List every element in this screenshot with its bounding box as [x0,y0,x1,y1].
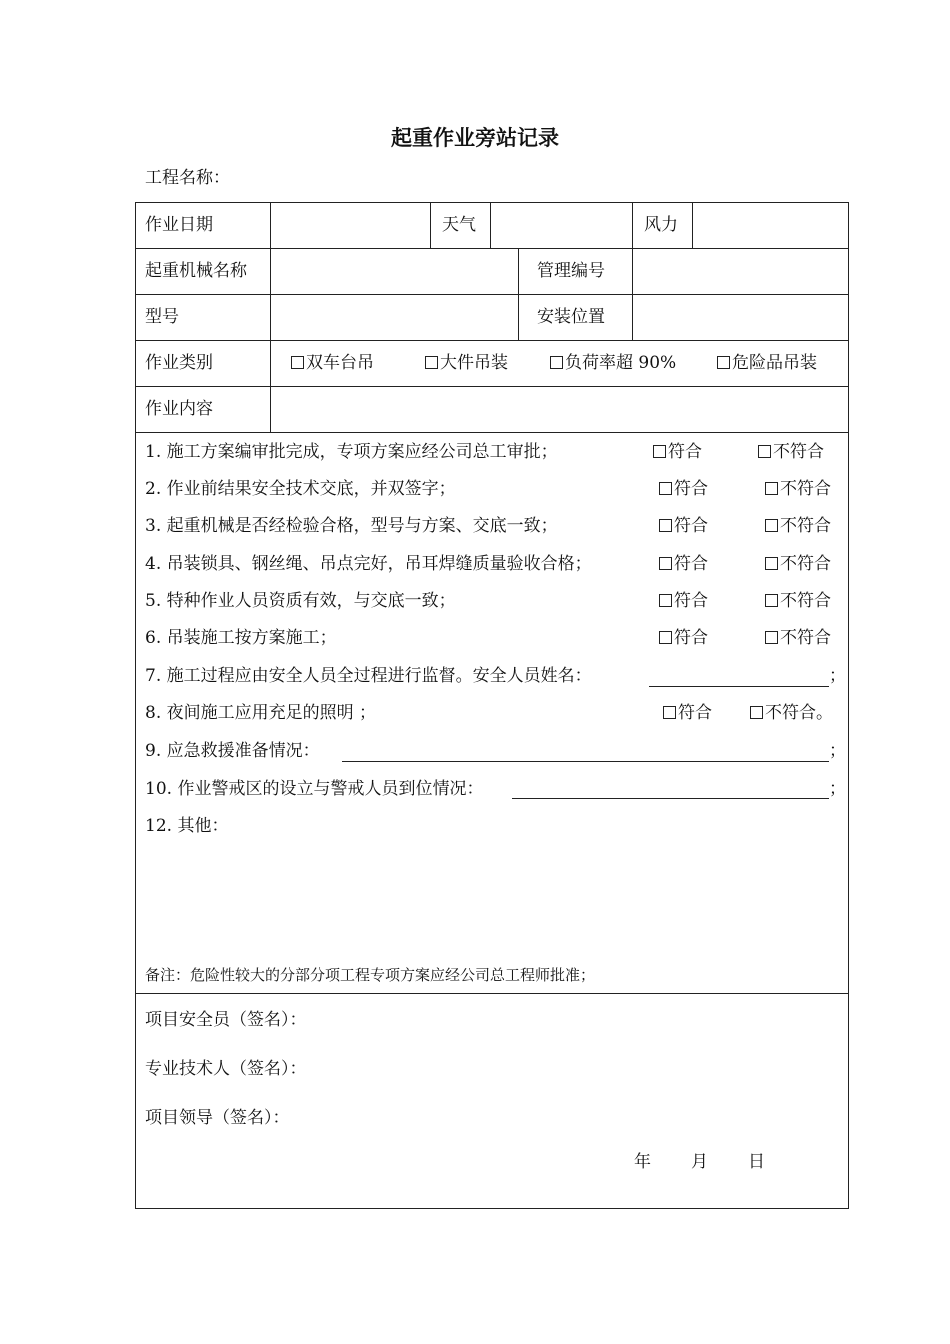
other-notes-field[interactable] [145,840,845,960]
semicolon: ； [829,666,846,686]
project-name-label: 工程名称： [145,168,230,188]
date-year: 年 [634,1152,651,1172]
work-content-field[interactable] [271,387,847,432]
item2-no-checkbox[interactable]: 不符合 [765,479,831,499]
technician-signature[interactable]: 专业技术人（签名）： [145,1059,307,1079]
type-checkbox-large-part[interactable]: 大件吊装 [425,353,508,373]
check-item-6: 6. 吊装施工按方案施工； [145,628,337,648]
semicolon: ； [829,741,846,761]
project-leader-signature[interactable]: 项目领导（签名）： [145,1108,290,1128]
date-day: 日 [748,1152,765,1172]
type-checkbox-dual-crane[interactable]: 双车台吊 [291,353,374,373]
check-item-4: 4. 吊装锁具、钢丝绳、吊点完好，吊耳焊缝质量验收合格； [145,554,592,574]
emergency-prep-line[interactable] [342,761,829,762]
item4-no-checkbox[interactable]: 不符合 [765,554,831,574]
install-pos-label: 安装位置 [537,307,605,327]
model-field[interactable] [271,295,517,340]
check-item-12: 12. 其他： [145,816,229,836]
check-item-5: 5. 特种作业人员资质有效，与交底一致； [145,591,456,611]
safety-officer-signature[interactable]: 项目安全员（签名）： [145,1010,307,1030]
check-item-1: 1. 施工方案编审批完成，专项方案应经公司总工审批； [145,442,558,462]
work-date-field[interactable] [271,203,429,248]
install-pos-field[interactable] [633,295,847,340]
check-item-8: 8. 夜间施工应用充足的照明 ； [145,703,377,723]
mgmt-no-field[interactable] [633,249,847,294]
mgmt-no-label: 管理编号 [537,261,605,281]
item3-no-checkbox[interactable]: 不符合 [765,516,831,536]
item8-yes-checkbox[interactable]: 符合 [663,703,712,723]
item6-yes-checkbox[interactable]: 符合 [659,628,708,648]
semicolon: ； [829,779,846,799]
item4-yes-checkbox[interactable]: 符合 [659,554,708,574]
machine-name-label: 起重机械名称 [145,261,247,281]
page-title: 起重作业旁站记录 [391,126,559,150]
work-type-label: 作业类别 [145,353,213,373]
remark-note: 备注：危险性较大的分部分项工程专项方案应经公司总工程师批准； [145,966,596,984]
model-label: 型号 [145,307,179,327]
check-item-7: 7. 施工过程应由安全人员全过程进行监督。安全人员姓名： [145,666,592,686]
type-checkbox-overload[interactable]: 负荷率超 90% [550,353,676,373]
item5-no-checkbox[interactable]: 不符合 [765,591,831,611]
item1-no-checkbox[interactable]: 不符合 [758,442,824,462]
item5-yes-checkbox[interactable]: 符合 [659,591,708,611]
item3-yes-checkbox[interactable]: 符合 [659,516,708,536]
work-content-label: 作业内容 [145,399,213,419]
item8-no-checkbox[interactable]: 不符合。 [750,703,833,723]
check-item-10: 10. 作业警戒区的设立与警戒人员到位情况： [145,779,484,799]
check-item-2: 2. 作业前结果安全技术交底，并双签字； [145,479,456,499]
item6-no-checkbox[interactable]: 不符合 [765,628,831,648]
date-month: 月 [691,1152,708,1172]
work-date-label: 作业日期 [145,215,213,235]
wind-field[interactable] [693,203,847,248]
check-item-3: 3. 起重机械是否经检验合格，型号与方案、交底一致； [145,516,558,536]
item2-yes-checkbox[interactable]: 符合 [659,479,708,499]
type-checkbox-hazardous[interactable]: 危险品吊装 [717,353,817,373]
check-item-9: 9. 应急救援准备情况： [145,741,320,761]
wind-label: 风力 [644,215,678,235]
weather-label: 天气 [442,215,476,235]
safety-person-name-line[interactable] [649,686,829,687]
weather-field[interactable] [491,203,631,248]
machine-name-field[interactable] [271,249,517,294]
warning-zone-line[interactable] [512,798,829,799]
item1-yes-checkbox[interactable]: 符合 [653,442,702,462]
